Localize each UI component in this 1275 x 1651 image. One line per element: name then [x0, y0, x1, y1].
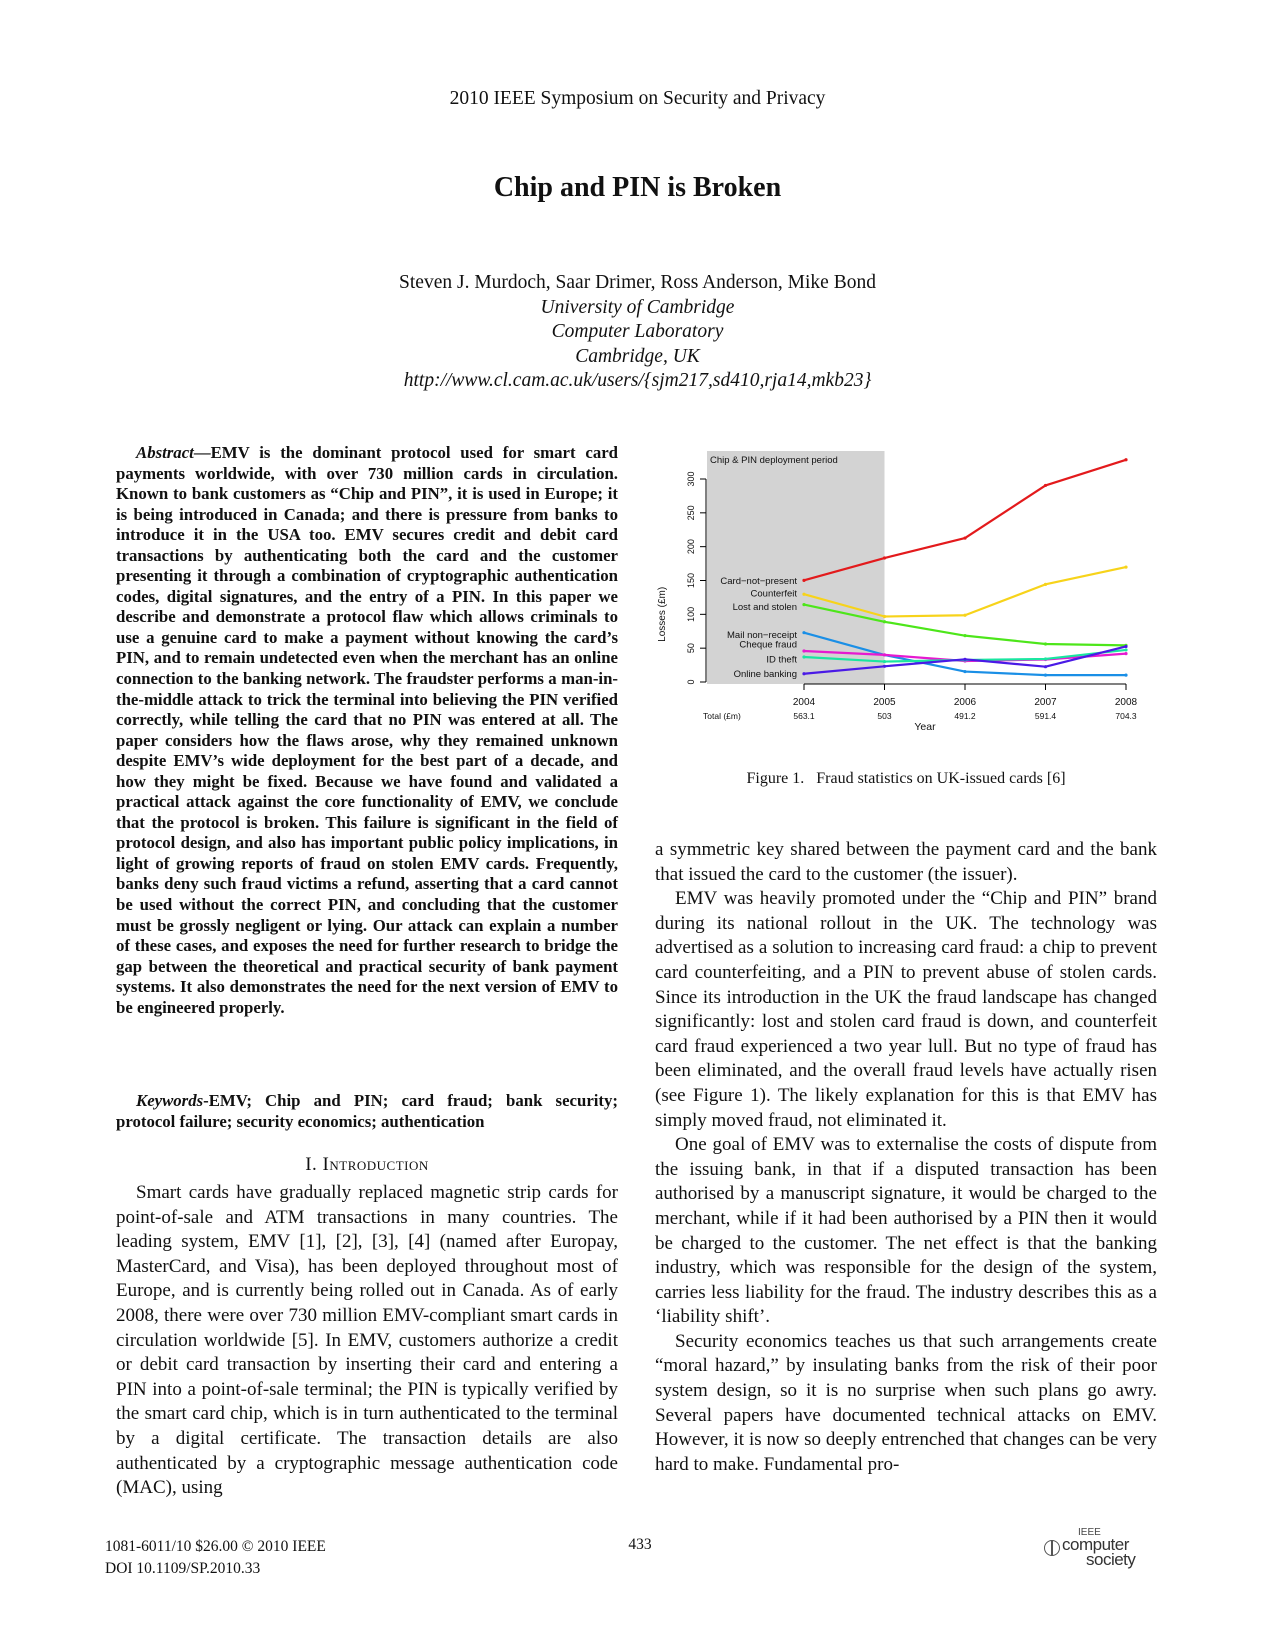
conference-name: 2010 IEEE Symposium on Security and Privacy	[449, 88, 826, 109]
x-tick-label: 2005	[873, 697, 896, 708]
data-point	[802, 593, 805, 596]
data-point	[802, 655, 805, 658]
y-tick-label: 250	[686, 505, 696, 521]
logo-society-text: society	[1086, 1550, 1136, 1569]
data-point	[1124, 648, 1127, 651]
x-tick-label: 2007	[1034, 697, 1057, 708]
series-label: Lost and stolen	[732, 602, 797, 614]
data-point	[883, 615, 886, 618]
data-point	[963, 614, 966, 617]
abstract-label: Abstract	[136, 443, 194, 462]
abstract	[116, 443, 618, 1018]
figure-caption: Figure 1. Fraud statistics on UK-issued cards [6]	[746, 770, 1066, 787]
data-point	[883, 620, 886, 623]
paragraph: a symmetric key shared between the payment card and the bank that issued the card to the customer (the issuer).	[655, 839, 1157, 885]
series-label: ID theft	[766, 654, 797, 666]
y-tick-label: 0	[686, 679, 696, 685]
author-url[interactable]: http://www.cl.cam.ac.uk/users/{sjm217,sd410,rja14,mkb23}	[403, 370, 872, 391]
x-tick-label: 2008	[1114, 697, 1138, 708]
data-point	[1124, 566, 1127, 569]
data-point	[963, 670, 966, 673]
logo-computer-text: computer	[1062, 1535, 1129, 1554]
affiliation-university: University of Cambridge	[540, 296, 735, 318]
data-point	[963, 634, 966, 637]
data-point	[1044, 657, 1047, 660]
data-point	[1124, 652, 1127, 655]
paragraph: Smart cards have gradually replaced magnetic strip cards for point-of-sale and ATM transactions in many countries. The leading system, EMV [1], [2], [3], [4] (named after Europay, MasterCard, and Visa), has been deployed throughout most of Europe, and is currently being rolled out in Canada. As of early 2008, there were over 730 million EMV-compliant smart cards in circulation worldwide [5]. In EMV, customers authorize a credit or debit card transaction by inserting their card and entering a PIN into a point-of-sale terminal; the PIN is typically verified by the smart card chip, which is in turn authenticated to the terminal by a digital certificate. The transaction details are also authenticated by a cryptographic message authentication code (MAC), using	[116, 1182, 618, 1499]
data-point	[883, 653, 886, 656]
data-point	[1044, 642, 1047, 645]
author-names: Steven J. Murdoch, Saar Drimer, Ross Anderson, Mike Bond	[399, 272, 876, 293]
page-number: 433	[628, 1536, 652, 1553]
x-axis-label: Year	[914, 721, 936, 733]
section-number: I.	[305, 1154, 318, 1175]
abstract-text: —EMV is the dominant protocol used for smart card payments worldwide, with over 730 million cards in circulation. Known to bank customers as “Chip and PIN”, it is used in Europe; it is being introduced in Canada; and there is pressure from banks to introduce it in the USA too. EMV secures credit and debit card transactions by authenticating both the card and the customer presenting it through a combination of cryptographic authentication codes, digital signatures, and the entry of a PIN. In this paper we describe and demonstrate a protocol flaw which allows criminals to use a genuine card to make a payment without knowing the card’s PIN, and to remain undetected even when the merchant has an online connection to the banking network. The fraudster performs a man-in-the-middle attack to trick the terminal into believing the PIN verified correctly, while telling the card that no PIN was entered at all. The paper considers how the flaws arose, why they remained unknown despite EMV’s wide deployment for the best part of a decade, and how they might be fixed. Because we have found and validated a practical attack against the core functionality of EMV, we conclude that the protocol is broken. This failure is significant in the field of protocol design, and also has important public policy implications, in light of growing reports of fraud on stolen EMV cards. Frequently, banks deny such fraud victims a refund, asserting that a card cannot be used without the correct PIN, and concluding that the customer must be grossly negligent or lying. Our attack can explain a number of these cases, and exposes the need for further research to bridge the gap between the theoretical and practical security of bank payment systems. It also demonstrates the need for the next version of EMV to be engineered properly.	[116, 443, 618, 1017]
data-point	[1044, 583, 1047, 586]
total-value: 503	[877, 711, 892, 721]
affiliation-location: Cambridge, UK	[575, 345, 700, 367]
computer-society-icon	[1044, 1540, 1060, 1556]
section-title: Introduction	[322, 1154, 429, 1175]
total-value: 704.3	[1115, 711, 1137, 721]
series-label: Cheque fraud	[739, 639, 797, 651]
keywords-label: Keywords	[136, 1091, 204, 1110]
x-tick-label: 2004	[792, 697, 816, 708]
intro-column	[116, 1181, 618, 1501]
paper-title: Chip and PIN is Broken	[493, 172, 782, 203]
total-value: 491.2	[954, 711, 976, 721]
affiliation-department: Computer Laboratory	[551, 321, 724, 342]
data-point	[802, 603, 805, 606]
data-point	[883, 660, 886, 663]
y-tick-label: 200	[686, 539, 696, 555]
y-tick-label: 300	[686, 471, 696, 487]
data-point	[1124, 645, 1127, 648]
x-tick-label: 2006	[953, 697, 977, 708]
y-tick-label: 50	[686, 643, 696, 654]
series-label: Online banking	[733, 669, 797, 681]
data-point	[802, 579, 805, 582]
data-point	[963, 658, 966, 661]
total-value: 591.4	[1034, 711, 1057, 721]
paragraph: EMV was heavily promoted under the “Chip and PIN” brand during its national rollout in the UK. The technology was advertised as a solution to increasing card fraud: a chip to prevent card counterfeiting, and a PIN to prevent abuse of stolen cards. Since its introduction in the UK the fraud landscape has changed significantly: lost and stolen card fraud is down, and counterfeit card fraud experienced a two year lull. But no type of fraud has been eliminated, and the overall fraud levels have actually risen (see Figure 1). The likely explanation for this is that EMV has simply moved fraud, not eliminated it.	[655, 888, 1157, 1131]
series-label: Mail non−receipt	[727, 630, 797, 642]
y-tick-label: 150	[686, 572, 696, 589]
footer-copyright	[105, 1536, 326, 1580]
logo-ieee-text: IEEE	[1078, 1527, 1101, 1538]
data-point	[802, 672, 805, 675]
data-point	[963, 536, 966, 539]
deployment-period-label: Chip & PIN deployment period	[710, 455, 838, 466]
ieee-computer-society-logo	[1040, 1527, 1160, 1572]
author-block	[0, 271, 1275, 394]
series-label: Counterfeit	[750, 588, 797, 600]
data-point	[802, 649, 805, 652]
data-point	[1044, 665, 1047, 668]
data-point	[1044, 673, 1047, 676]
fraud-chart	[640, 430, 1180, 760]
series-label: Card−not−present	[720, 575, 797, 587]
issn-line: 1081-6011/10 $26.00 © 2010 IEEE	[105, 1538, 326, 1555]
data-point	[1124, 673, 1127, 676]
data-point	[883, 665, 886, 668]
paragraph: One goal of EMV was to externalise the costs of dispute from the issuing bank, in that if a disputed transaction has been authorised by a manuscript signature, it would be charged to the merchant, while if it had been authorised by a PIN then it would be charged to the customer. The net effect is that the banking industry, which was responsible for the design of the system, carries less liability for the fraud. The industry describes this as a ‘liability shift’.	[655, 1134, 1157, 1328]
doi-line[interactable]: DOI 10.1109/SP.2010.33	[105, 1560, 261, 1577]
total-value: 563.1	[793, 711, 815, 721]
data-point	[802, 631, 805, 634]
data-point	[1124, 458, 1127, 461]
data-point	[883, 556, 886, 559]
section-heading	[116, 1153, 618, 1178]
totals-label: Total (£m)	[703, 711, 741, 721]
right-column	[655, 838, 1157, 1477]
y-axis-label: Losses (£m)	[657, 586, 668, 642]
data-point	[1044, 484, 1047, 487]
keywords-text: -EMV; Chip and PIN; card fraud; bank security; protocol failure; security economics; authentication	[116, 1091, 618, 1131]
paragraph: Security economics teaches us that such arrangements create “moral hazard,” by insulating banks from the risk of their poor system design, so it is no surprise when such plans go awry. Several papers have documented technical attacks on EMV. However, it is now so deeply entrenched that changes can be very hard to make. Fundamental pro-	[655, 1330, 1157, 1475]
keywords	[116, 1091, 618, 1132]
y-tick-label: 100	[686, 606, 696, 622]
